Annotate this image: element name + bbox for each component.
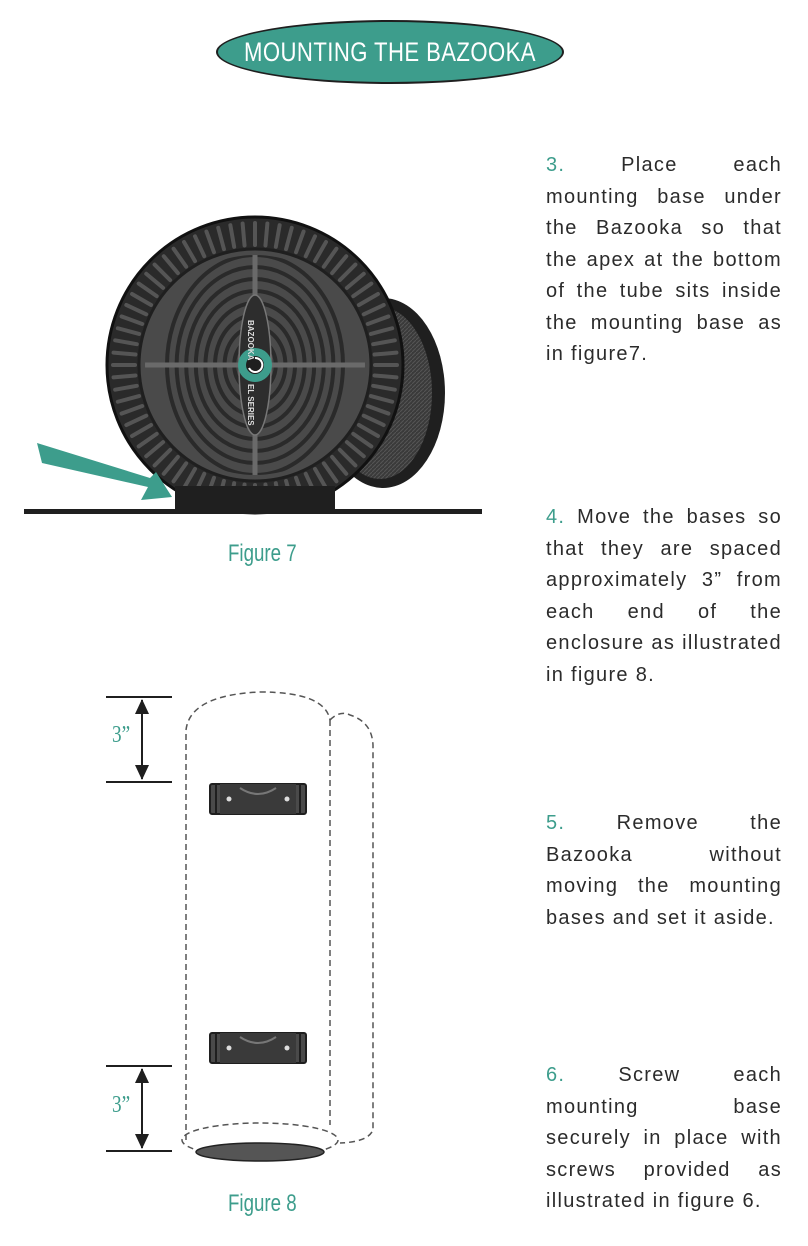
step-6 [546,1060,782,1218]
step-3-text: Place each mounting base under the Bazooka so that the apex at the bottom of the tube sits inside the mounting base as in figure7. [546,154,782,365]
mounting-base-top [210,784,306,814]
top-dimension-label: 3” [112,722,131,748]
step-3-number: 3. [546,154,566,176]
step-4-number: 4. [546,506,566,528]
tube-bottom-opening [196,1143,324,1161]
step-4-text: Move the bases so that they are spaced approximately 3” from each end of the enclosure as illustrated in figure 8. [546,506,782,686]
figure-8-caption: Figure 8 [228,1190,297,1217]
logo-text-bottom: EL SERIES [246,384,255,426]
step-4 [546,502,782,691]
tube-outline [182,692,373,1157]
figure-7-caption: Figure 7 [228,540,297,567]
step-5-text: Remove the Bazooka without moving the mounting bases and set it aside. [546,812,782,929]
bottom-dimension-label: 3” [112,1092,131,1118]
step-6-number: 6. [546,1064,566,1086]
page-title: MOUNTING THE BAZOOKA [244,36,536,67]
step-6-text: Screw each mounting base securely in place with screws provided as illustrated in figure 6. [546,1064,782,1212]
step-5-number: 5. [546,812,566,834]
step-3 [546,150,782,371]
step-5 [546,808,782,934]
logo-text-top: BAZOOKA [246,320,255,361]
mounting-base-bottom [210,1033,306,1063]
